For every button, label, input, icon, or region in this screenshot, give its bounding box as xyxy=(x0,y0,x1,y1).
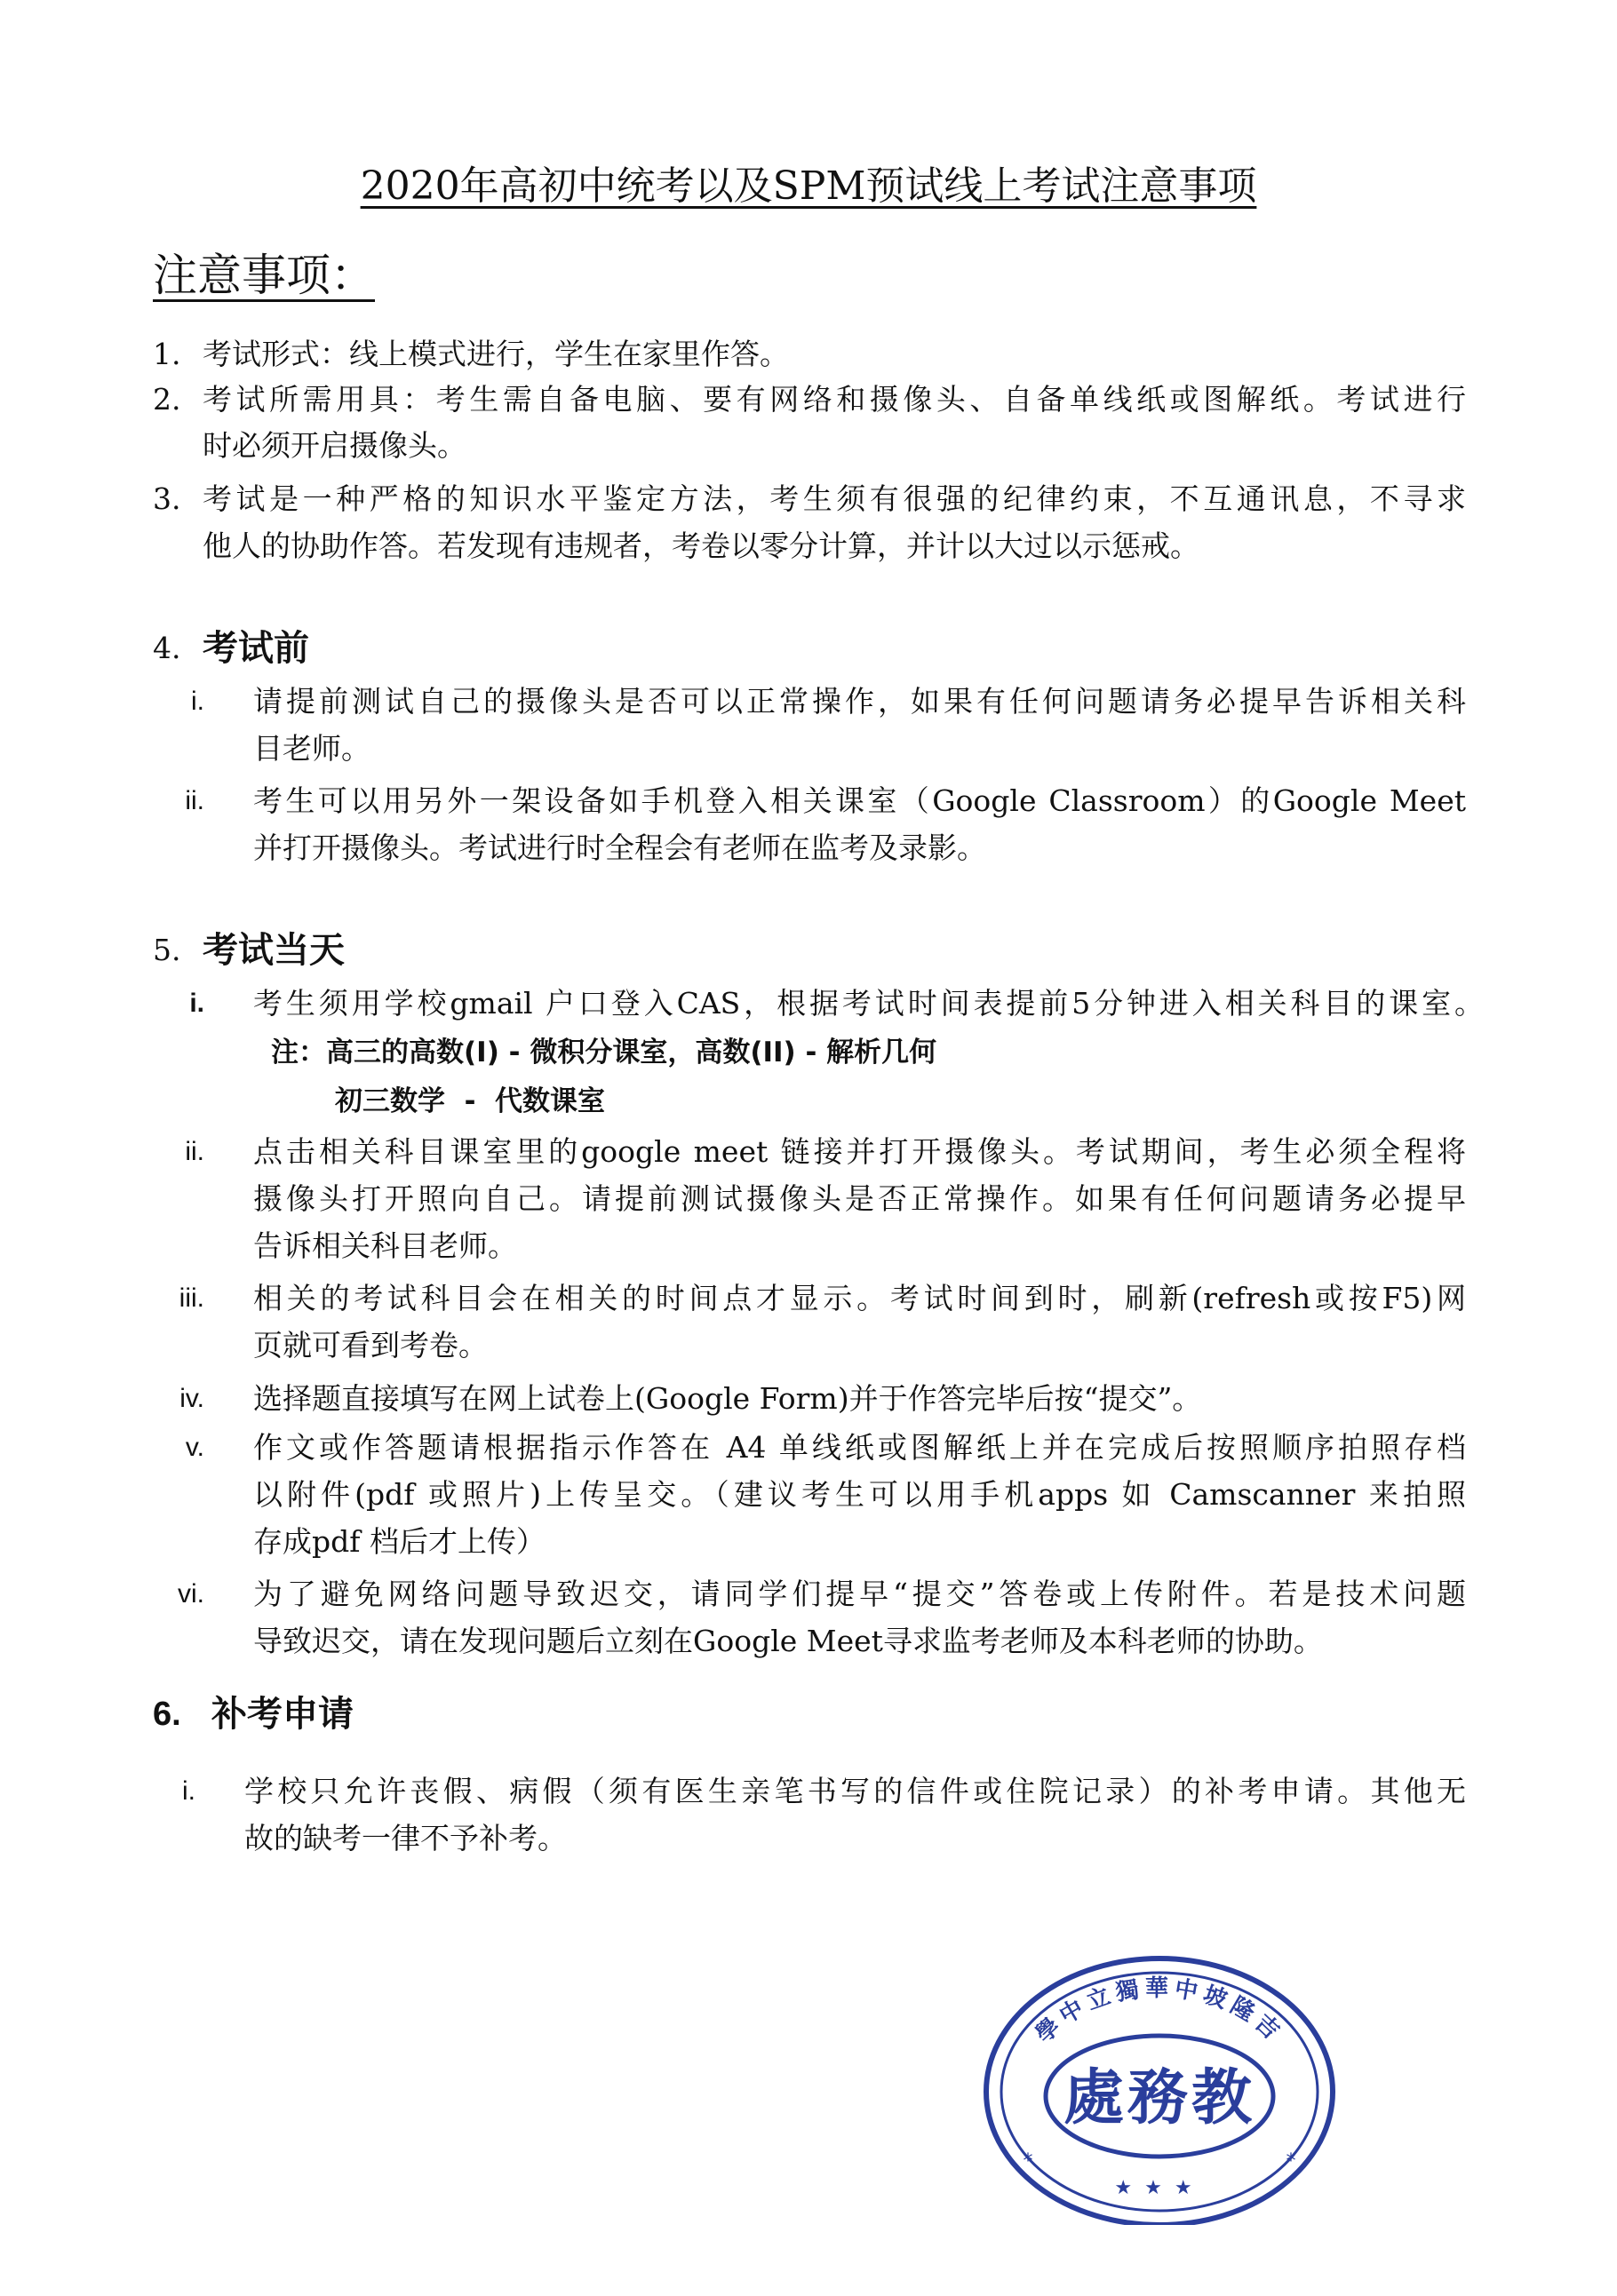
section-title: 补考申请 xyxy=(211,1694,354,1735)
seal-stars-icon: ★★★ xyxy=(1114,2177,1205,2199)
item-number: 2. xyxy=(153,382,181,417)
item-number: 1. xyxy=(153,337,181,371)
item-text: 考试形式：线上模式进行，学生在家里作答。 xyxy=(203,337,789,371)
notice-heading: 注意事项： xyxy=(153,250,375,301)
sub-item-number: i. xyxy=(189,989,204,1018)
sub-item-number: iv. xyxy=(179,1384,204,1413)
seal-arc-text: 學中立獨華中坡隆吉 xyxy=(1031,1975,1288,2049)
item-text: 考试所需用具：考生需自备电脑、要有网络和摄像头、自备单线纸或图解纸。考试进行 xyxy=(203,382,1466,417)
sub-item-text: 为了避免网络问题导致迟交，请同学们提早“提交”答卷或上传附件。若是技术问题 xyxy=(253,1577,1466,1611)
sub-item-text: 告诉相关科目老师。 xyxy=(253,1228,517,1263)
section-title: 考试前 xyxy=(203,628,309,669)
sub-item-text: 故的缺考一律不予补考。 xyxy=(244,1821,567,1855)
item-number: 3. xyxy=(153,481,181,516)
sub-item-text: 存成pdf 档后才上传） xyxy=(253,1524,546,1559)
sub-item-text: 点击相关科目课室里的google meet 链接并打开摄像头。考试期间，考生必须全程将 xyxy=(253,1134,1466,1169)
item-text: 他人的协助作答。若发现有违规者，考卷以零分计算，并计以大过以示惩戒。 xyxy=(203,528,1199,563)
sub-item-text: 考生可以用另外一架设备如手机登入相关课室（Google Classroom）的Google Meet xyxy=(253,783,1466,818)
sub-item-number: i. xyxy=(182,1776,195,1806)
sub-item-text: 目老师。 xyxy=(253,731,370,766)
section-number: 5. xyxy=(153,933,181,967)
sub-item-text: 并打开摄像头。考试进行时全程会有老师在监考及录影。 xyxy=(253,830,986,865)
sub-item-number: i. xyxy=(191,687,204,716)
sub-item-text: 学校只允许丧假、病假（须有医生亲笔书写的信件或住院记录）的补考申请。其他无 xyxy=(244,1774,1466,1808)
sub-item-text: 选择题直接填写在网上试卷上(Google Form)并于作答完毕后按“提交”。 xyxy=(253,1381,1202,1416)
official-seal-stamp xyxy=(982,1950,1337,2225)
seal-asterisk-icon: * xyxy=(1286,2150,1296,2173)
section-number: 6. xyxy=(153,1696,181,1733)
sub-item-number: v. xyxy=(185,1433,204,1462)
seal-asterisk-icon: * xyxy=(1023,2150,1033,2173)
sub-item-number: ii. xyxy=(185,786,204,815)
sub-item-text: 摄像头打开照向自己。请提前测试摄像头是否正常操作。如果有任何问题请务必提早 xyxy=(253,1181,1466,1216)
seal-center-text: 處務教 xyxy=(1063,2062,1256,2133)
item-text: 考试是一种严格的知识水平鉴定方法，考生须有很强的纪律约束，不互通讯息，不寻求 xyxy=(203,481,1466,516)
sub-item-number: iii. xyxy=(179,1283,204,1313)
sub-item-text: 导致迟交，请在发现问题后立刻在Google Meet寻求监考老师及本科老师的协助。 xyxy=(253,1624,1323,1658)
sub-item-text: 以附件(pdf 或照片)上传呈交。（建议考生可以用手机apps 如 Camscanner 来拍照 xyxy=(253,1477,1466,1512)
section-title: 考试当天 xyxy=(203,930,345,971)
section-number: 4. xyxy=(153,631,181,665)
sub-item-text: 页就可看到考卷。 xyxy=(253,1328,488,1363)
sub-item-text: 相关的考试科目会在相关的时间点才显示。考试时间到时，刷新(refresh或按F5)网 xyxy=(253,1281,1466,1315)
document-title: 2020年高初中统考以及SPM预试线上考试注意事项 xyxy=(360,163,1257,209)
note-line: 注：高三的高数(I) - 微积分课室，高数(II) - 解析几何 xyxy=(271,1037,937,1069)
sub-item-number: vi. xyxy=(178,1579,204,1609)
item-text: 时必须开启摄像头。 xyxy=(203,428,466,463)
note-line: 初三数学 - 代数课室 xyxy=(335,1085,606,1117)
sub-item-text: 作文或作答题请根据指示作答在 A4 单线纸或图解纸上并在完成后按照顺序拍照存档 xyxy=(253,1430,1466,1465)
sub-item-number: ii. xyxy=(185,1137,204,1166)
sub-item-text: 考生须用学校gmail 户口登入CAS，根据考试时间表提前5分钟进入相关科目的课室。 xyxy=(253,986,1484,1021)
sub-item-text: 请提前测试自己的摄像头是否可以正常操作，如果有任何问题请务必提早告诉相关科 xyxy=(253,684,1466,719)
